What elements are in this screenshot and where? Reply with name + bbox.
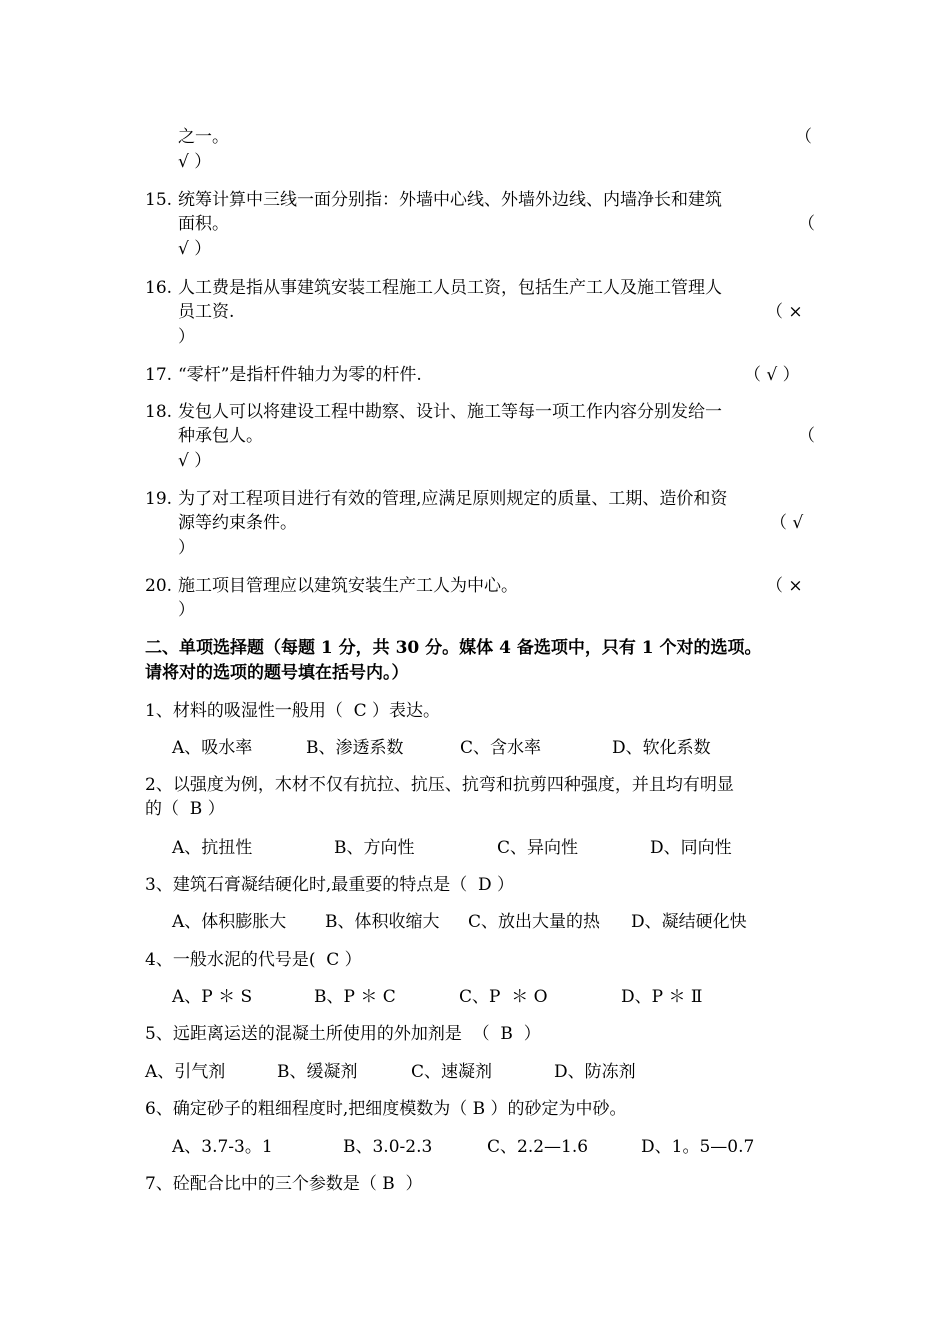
mc-6-option-d: D、1。5—0.7 [641,1137,755,1157]
mc-6-option-b: B、3.0-2.3 [343,1137,433,1157]
mc-1-option-d: D、软化系数 [612,738,711,758]
tf-15-line-1: 统筹计算中三线一面分别指：外墙中心线、外墙外边线、内墙净长和建筑 [178,190,722,210]
mc-2-option-c: C、异向性 [497,838,579,858]
tf-17-line-1: “零杆”是指杆件轴力为零的杆件. [178,365,422,385]
tf-15-num: 15. [145,190,173,210]
mc-5-option-c: C、速凝剂 [411,1062,493,1082]
mc-3-option-d: D、凝结硬化快 [631,912,747,932]
mc-5-option-d: D、防冻剂 [554,1062,636,1082]
mc-2-option-b: B、方向性 [334,838,415,858]
tf-14-line-1: 之一。 [178,127,229,147]
tf-15-line-3: √ ） [178,239,212,259]
tf-16-line-1: 人工费是指从事建筑安装工程施工人员工资，包括生产工人及施工管理人 [178,278,722,298]
mc-5-option-a: A、引气剂 [145,1062,226,1082]
tf-20-line-2: ） [178,600,195,620]
tf-19-line-1: 为了对工程项目进行有效的管理,应满足原则规定的质量、工期、造价和资 [178,489,728,509]
tf-19-num: 19. [145,489,173,509]
tf-20-line-1: 施工项目管理应以建筑安装生产工人为中心。 [178,576,518,596]
tf-16-line-3: ） [178,327,195,347]
tf-16-num: 16. [145,278,173,298]
tf-19-line-2: 源等约束条件。 [178,513,297,533]
mc-7-stem: 7、砼配合比中的三个参数是（ B ） [145,1174,423,1194]
mc-4-option-a: A、P ＊ S [172,987,253,1007]
mc-5-stem: 5、远距离运送的混凝土所使用的外加剂是 （ B ） [145,1024,541,1044]
mc-4-option-d: D、P ＊ Ⅱ [621,987,703,1007]
mc-1-stem: 1、材料的吸湿性一般用（ C ）表达。 [145,701,441,721]
tf-14-line-2: √ ） [178,152,212,172]
tf-18-line-2: 种承包人。 [178,426,263,446]
mc-2-option-a: A、抗扭性 [172,838,253,858]
tf-19-mark-open: （ √ [770,513,804,533]
mc-6-stem: 6、确定砂子的粗细程度时,把细度模数为（ B ）的砂定为中砂。 [145,1099,627,1119]
tf-16-mark-open: （ × [766,302,803,322]
tf-16-line-2: 员工资. [178,302,235,322]
mc-6-option-a: A、3.7-3。1 [172,1137,273,1157]
mc-1-option-a: A、吸水率 [172,738,253,758]
tf-18-mark-open: （ [798,426,815,446]
mc-4-stem: 4、一般水泥的代号是( C ） [145,950,362,970]
tf-18-line-1: 发包人可以将建设工程中勘察、设计、施工等每一项工作内容分别发给一 [178,402,722,422]
mc-3-option-c: C、放出大量的热 [468,912,601,932]
tf-18-num: 18. [145,402,173,422]
section-2-heading-line-1: 二、单项选择题（每题 1 分，共 30 分。媒体 4 备选项中，只有 1 个对的选项。 [145,638,762,658]
tf-18-line-3: √ ） [178,451,212,471]
mc-1-option-b: B、渗透系数 [306,738,404,758]
mc-4-option-c: C、P ＊ O [459,987,548,1007]
mc-2-stem-line-1: 2、以强度为例，木材不仅有抗拉、抗压、抗弯和抗剪四种强度，并且均有明显 [145,775,734,795]
tf-14-mark-open: （ [795,127,812,147]
tf-17-mark: （ √ ） [744,365,800,385]
mc-3-option-a: A、体积膨胀大 [172,912,287,932]
mc-4-option-b: B、P ＊ C [314,987,396,1007]
mc-5-option-b: B、缓凝剂 [277,1062,358,1082]
tf-20-num: 20. [145,576,173,596]
mc-6-option-c: C、2.2—1.6 [487,1137,589,1157]
mc-2-stem-line-2: 的（ B ） [145,799,225,819]
section-2-heading-line-2: 请将对的选项的题号填在括号内。） [145,663,409,683]
mc-3-stem: 3、建筑石膏凝结硬化时,最重要的特点是（ D ） [145,875,515,895]
tf-15-mark-open: （ [798,214,815,234]
mc-2-option-d: D、同向性 [650,838,732,858]
tf-19-line-3: ） [178,538,195,558]
mc-1-option-c: C、含水率 [460,738,542,758]
tf-17-num: 17. [145,365,173,385]
tf-20-mark-open: （ × [766,576,803,596]
mc-3-option-b: B、体积收缩大 [325,912,440,932]
tf-15-line-2: 面积。 [178,214,229,234]
